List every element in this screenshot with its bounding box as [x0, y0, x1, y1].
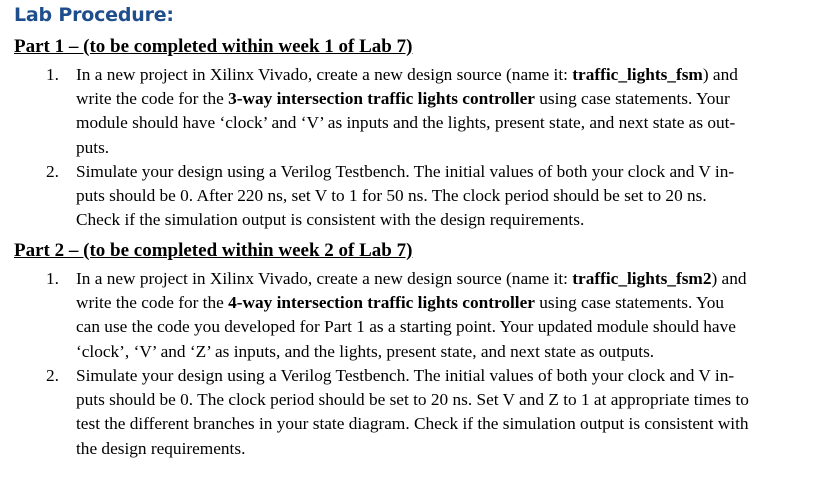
text-line: Simulate your design using a Verilog Testbench. The initial values of both your clock and V in-: [76, 162, 735, 181]
part2-title: Part 2 – (to be completed within week 2 of Lab 7): [14, 240, 413, 261]
part2-item-2: [46, 364, 806, 461]
text-line: the design requirements.: [76, 438, 246, 458]
text-line: Check if the simulation output is consistent with the design requirements.: [76, 210, 585, 230]
part1-item-1: [46, 63, 806, 160]
text-line: can use the code you developed for Part 1 as a starting point. Your updated module should have: [76, 317, 736, 337]
text-line: write the code for the 3-way intersection traffic lights controller using case statements. Your: [76, 89, 730, 109]
module-name: traffic_lights_fsm2: [572, 269, 712, 288]
list-number: 2.: [46, 162, 59, 181]
text-line: puts should be 0. After 220 ns, set V to 1 for 50 ns. The clock period should be set to 20 ns.: [76, 186, 707, 206]
list-number: 2.: [46, 366, 59, 385]
controller-name: 4-way intersection traffic lights controller: [228, 293, 535, 313]
part2-item-1: [46, 267, 806, 364]
text-line: In a new project in Xilinx Vivado, create a new design source (name it: traffic_lights_fsm) and: [76, 65, 738, 84]
text-line: write the code for the 4-way intersection traffic lights controller using case statements. You: [76, 293, 725, 313]
list-number: 1.: [46, 269, 59, 288]
text-line: ‘clock’, ‘V’ and ‘Z’ as inputs, and the lights, present state, and next state as outputs.: [76, 341, 655, 361]
text-line: module should have ‘clock’ and ‘V’ as inputs and the lights, present state, and next state as out-: [76, 113, 736, 133]
list-number: 1.: [46, 65, 59, 84]
text-line: In a new project in Xilinx Vivado, create a new design source (name it: traffic_lights_fsm2) and: [76, 269, 747, 288]
text-line: puts.: [76, 137, 110, 157]
part1-item-2: [46, 160, 806, 233]
lab-procedure-heading: Lab Procedure:: [14, 4, 174, 26]
module-name: traffic_lights_fsm: [572, 65, 703, 84]
text-line: puts should be 0. The clock period should be set to 20 ns. Set V and Z to 1 at appropriate times to: [76, 390, 749, 410]
text-line: Simulate your design using a Verilog Testbench. The initial values of both your clock and V in-: [76, 366, 735, 385]
text-line: test the different branches in your state diagram. Check if the simulation output is consistent with: [76, 414, 749, 434]
controller-name: 3-way intersection traffic lights controller: [228, 89, 535, 109]
part1-title: Part 1 – (to be completed within week 1 of Lab 7): [14, 36, 413, 57]
